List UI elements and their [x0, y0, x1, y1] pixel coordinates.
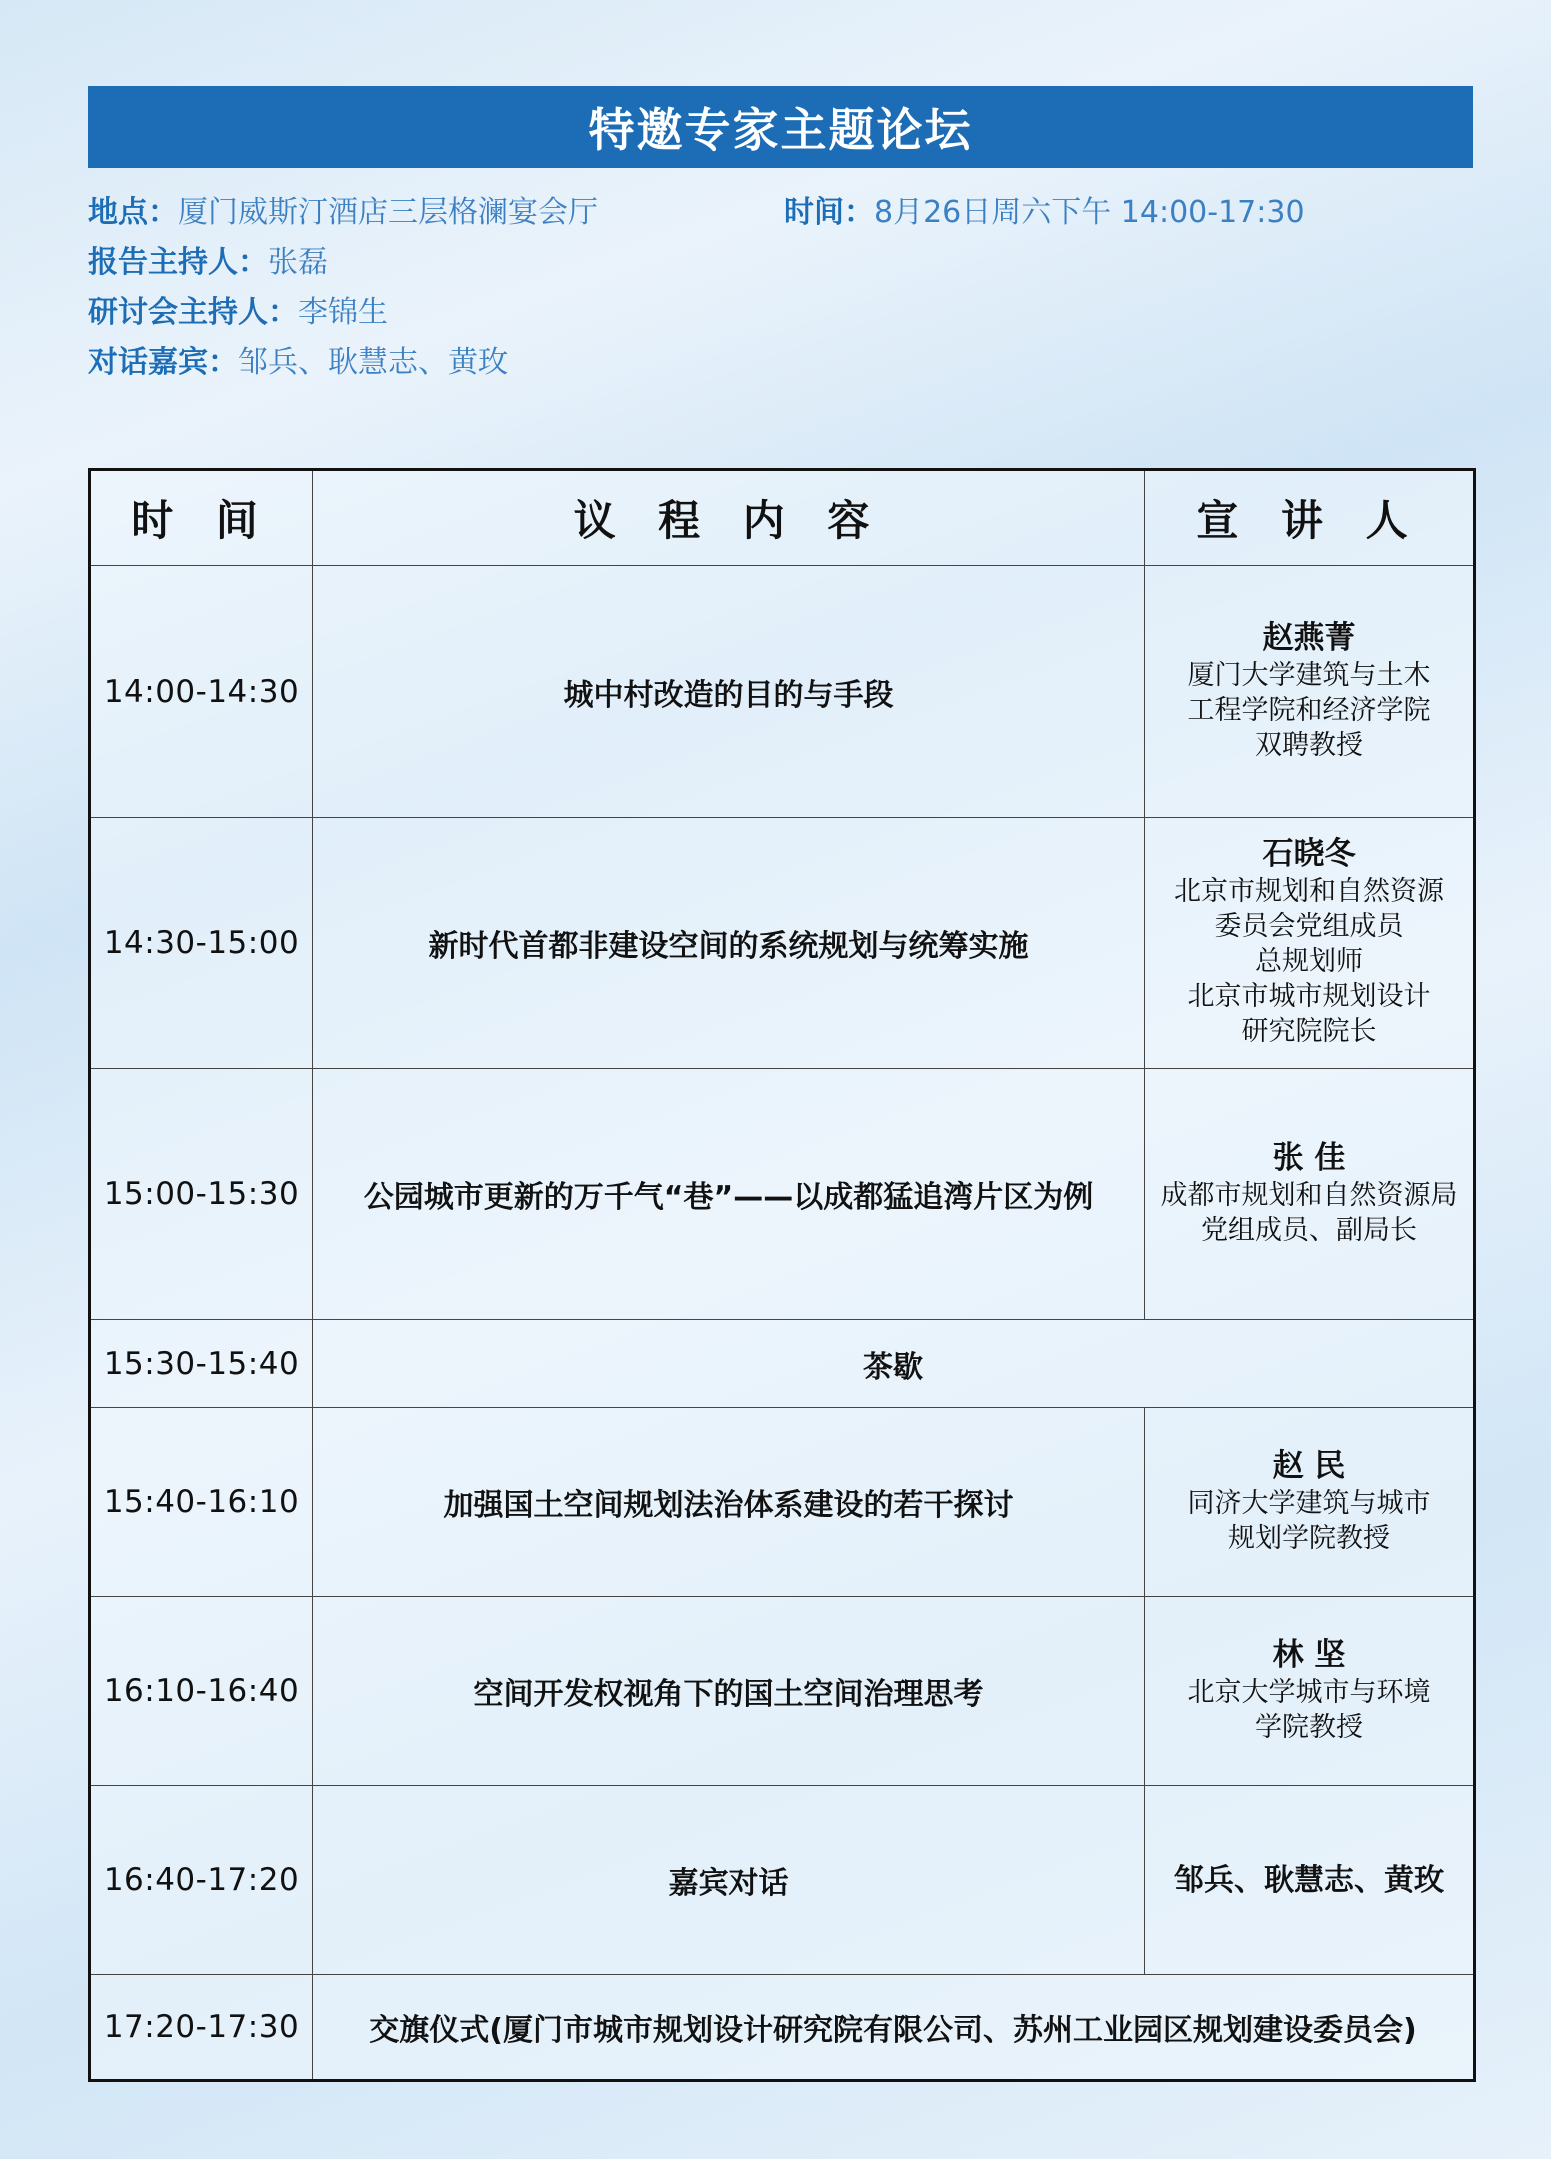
- row-topic: 加强国土空间规划法治体系建设的若干探讨: [313, 1408, 1145, 1597]
- table-row: [90, 818, 1475, 1069]
- location-label: 地点：: [88, 195, 178, 230]
- table-header-row: [90, 470, 1475, 566]
- row-time: 16:40-17:20: [90, 1786, 313, 1975]
- moderator-value: 李锦生: [298, 295, 388, 330]
- host-info: [88, 238, 328, 288]
- row-speaker: [1145, 566, 1475, 818]
- row-speaker: [1145, 1069, 1475, 1320]
- row-speaker: [1145, 818, 1475, 1069]
- row-time: 14:30-15:00: [90, 818, 313, 1069]
- table-row: [90, 1069, 1475, 1320]
- row-topic: 嘉宾对话: [313, 1786, 1145, 1975]
- speaker-title-line: 双聘教授: [1255, 729, 1363, 761]
- speaker-title-line: 北京市城市规划设计: [1187, 981, 1431, 1012]
- page-title: 特邀专家主题论坛: [88, 86, 1473, 168]
- row-speaker: [1145, 1597, 1475, 1786]
- speaker-title-line: 党组成员、副局长: [1201, 1214, 1417, 1246]
- speaker-title-line: 总规划师: [1255, 946, 1363, 977]
- header-topic: 议 程 内 容: [313, 470, 1145, 566]
- row-topic: 交旗仪式(厦门市城市规划设计研究院有限公司、苏州工业园区规划建设委员会): [313, 1975, 1475, 2081]
- speaker-title-line: 北京大学城市与环境: [1187, 1676, 1431, 1708]
- host-label: 报告主持人：: [88, 245, 268, 280]
- speaker-name: 张 佳: [1272, 1139, 1346, 1176]
- moderator-label: 研讨会主持人：: [88, 295, 298, 330]
- speaker-title-line: 规划学院教授: [1228, 1522, 1390, 1554]
- guests-label: 对话嘉宾：: [88, 345, 238, 380]
- row-topic: 空间开发权视角下的国土空间治理思考: [313, 1597, 1145, 1786]
- guests-value: 邹兵、耿慧志、黄玫: [238, 345, 508, 380]
- speaker-title-line: 同济大学建筑与城市: [1187, 1487, 1431, 1519]
- speaker-title-line: 工程学院和经济学院: [1187, 694, 1431, 726]
- speaker-title-line: 厦门大学建筑与土木: [1187, 659, 1431, 691]
- row-topic: 新时代首都非建设空间的系统规划与统筹实施: [313, 818, 1145, 1069]
- header-speaker: 宣 讲 人: [1145, 470, 1475, 566]
- moderator-info: [88, 288, 388, 338]
- speaker-title-line: 北京市规划和自然资源: [1174, 876, 1444, 907]
- row-time: 15:30-15:40: [90, 1320, 313, 1408]
- location-value: 厦门威斯汀酒店三层格澜宴会厅: [178, 195, 598, 230]
- time-label: 时间：: [784, 195, 874, 230]
- row-time: 15:00-15:30: [90, 1069, 313, 1320]
- time-info: [784, 188, 1305, 238]
- table-row: [90, 566, 1475, 818]
- header-time: 时 间: [90, 470, 313, 566]
- speaker-title-line: 委员会党组成员: [1214, 911, 1404, 942]
- speaker-name: 赵 民: [1272, 1447, 1346, 1484]
- location-info: [88, 188, 598, 238]
- speaker-name: 林 坚: [1272, 1636, 1346, 1673]
- row-topic: 城中村改造的目的与手段: [313, 566, 1145, 818]
- table-row: [90, 1786, 1475, 1975]
- speaker-title-line: 成都市规划和自然资源局: [1160, 1179, 1458, 1211]
- host-value: 张磊: [268, 245, 328, 280]
- row-time: 15:40-16:10: [90, 1408, 313, 1597]
- row-time: 14:00-14:30: [90, 566, 313, 818]
- row-speaker: [1145, 1408, 1475, 1597]
- agenda-table: [88, 468, 1476, 2082]
- row-topic: 茶歇: [313, 1320, 1475, 1408]
- row-speaker: 邹兵、耿慧志、黄玫: [1145, 1786, 1475, 1975]
- time-value: 8月26日周六下午 14:00-17:30: [874, 195, 1305, 230]
- table-row: [90, 1408, 1475, 1597]
- row-topic: 公园城市更新的万千气“巷”——以成都猛追湾片区为例: [313, 1069, 1145, 1320]
- table-row: [90, 1597, 1475, 1786]
- speaker-name: 赵燕菁: [1262, 619, 1356, 656]
- guests-info: [88, 338, 508, 388]
- speaker-title-line: 研究院院长: [1241, 1016, 1377, 1047]
- table-row: [90, 1975, 1475, 2081]
- row-time: 16:10-16:40: [90, 1597, 313, 1786]
- table-row: [90, 1320, 1475, 1408]
- row-time: 17:20-17:30: [90, 1975, 313, 2081]
- speaker-name: 石晓冬: [1262, 836, 1356, 872]
- speaker-title-line: 学院教授: [1255, 1711, 1363, 1743]
